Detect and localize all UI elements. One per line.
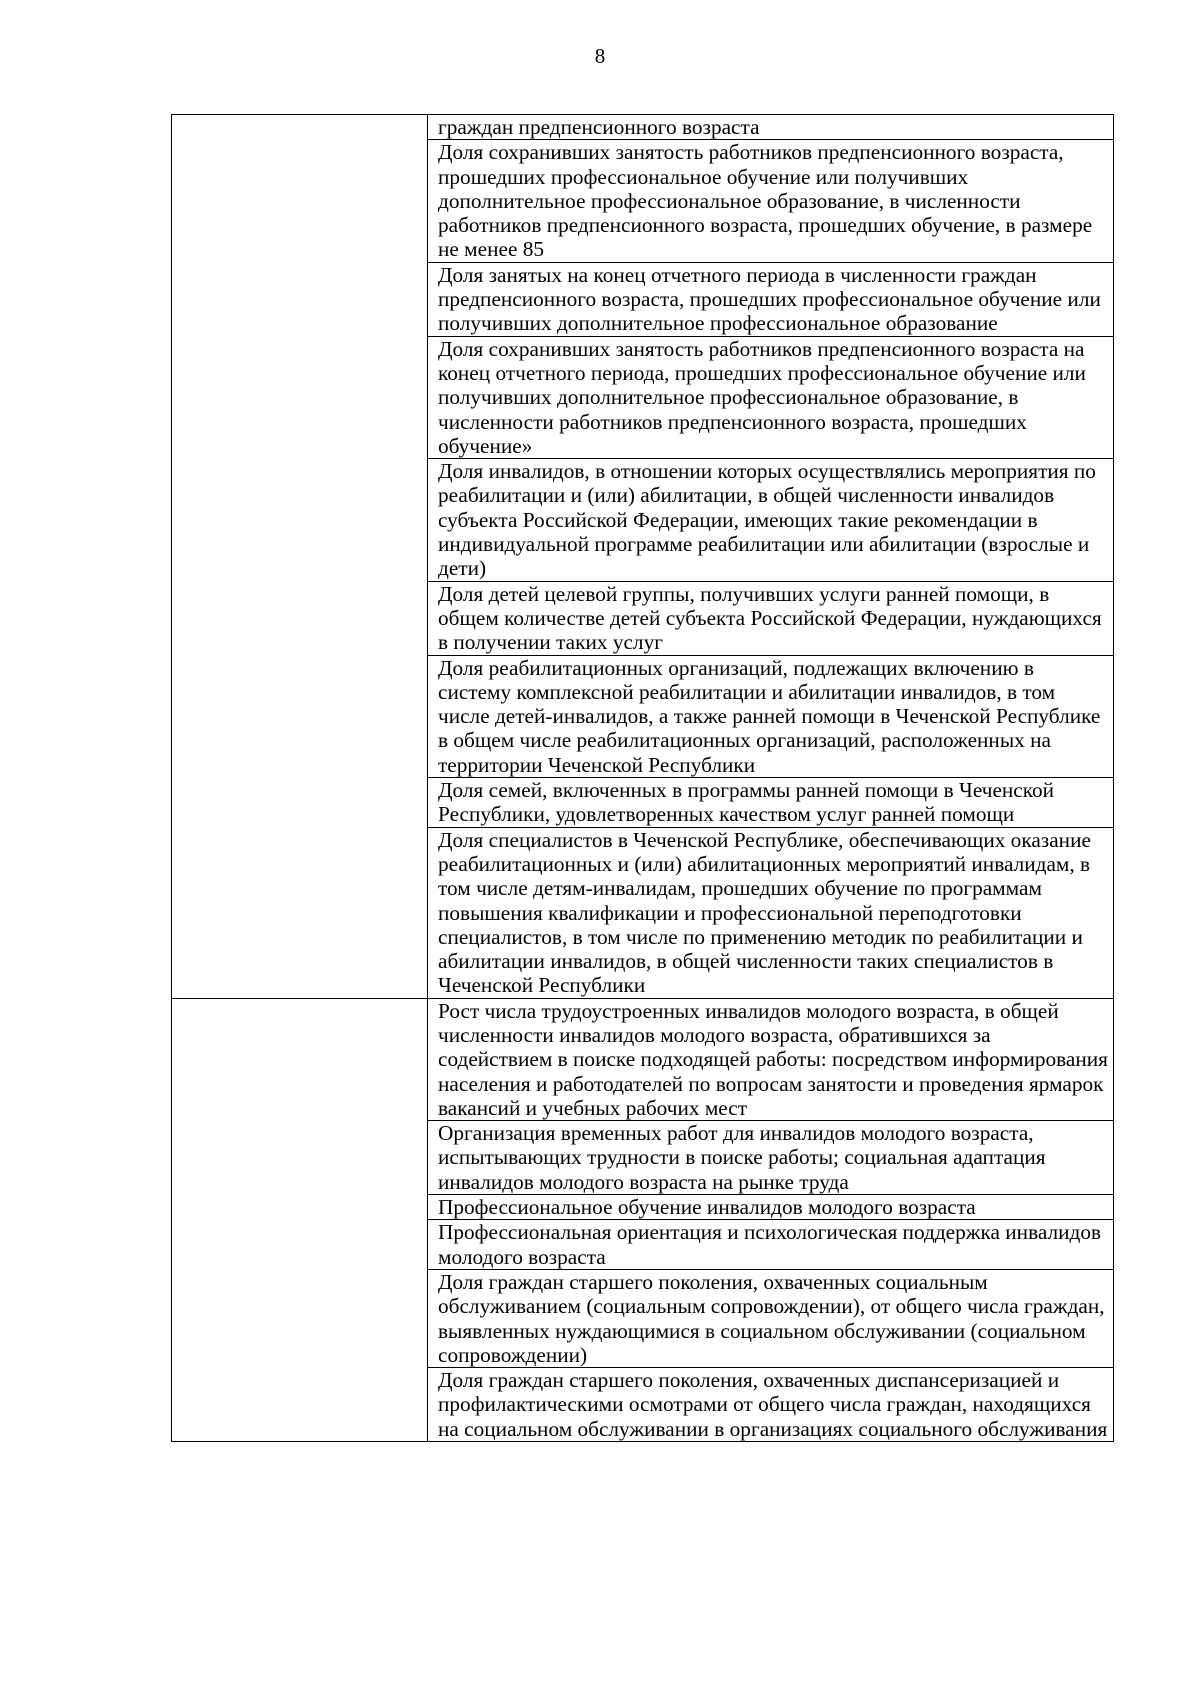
indicator-cell: Профессиональная ориентация и психологическая поддержка инвалидов молодого возраста bbox=[428, 1220, 1114, 1270]
indicator-cell: Профессиональное обучение инвалидов молодого возраста bbox=[428, 1195, 1114, 1220]
indicator-cell: Доля сохранивших занятость работников предпенсионного возраста на конец отчетного периода, прошедших профессиональное обучение или получивших дополнительное профессиональное образование, в численности работников предпенсионного возраста, прошедших обучение» bbox=[428, 336, 1114, 458]
indicator-cell: граждан предпенсионного возраста bbox=[428, 115, 1114, 140]
indicator-cell: Доля специалистов в Чеченской Республике, обеспечивающих оказание реабилитационных и (или) абилитационных мероприятий инвалидам, в том числе детям-инвалидам, прошедших обучение по программам повышения квалификации и профессиональной переподготовки специалистов, в том числе по применению методик по реабилитации и абилитации инвалидов, в общей численности таких специалистов в Чеченской Республики bbox=[428, 827, 1114, 998]
indicators-table bbox=[171, 114, 1114, 1442]
table-row bbox=[172, 998, 1114, 1120]
left-empty-cell bbox=[172, 115, 428, 999]
page-number: 8 bbox=[594, 44, 606, 68]
indicator-cell: Доля реабилитационных организаций, подлежащих включению в систему комплексной реабилитации и абилитации инвалидов, в том числе детей-инвалидов, а также ранней помощи в Чеченской Республике в общем числе реабилитационных организаций, расположенных на территории Чеченской Республики bbox=[428, 655, 1114, 777]
left-empty-cell bbox=[172, 998, 428, 1441]
indicator-cell: Доля граждан старшего поколения, охваченных социальным обслуживанием (социальным сопровождении), от общего числа граждан, выявленных нуждающимися в социальном обслуживании (социальном сопровождении) bbox=[428, 1269, 1114, 1367]
indicator-cell: Рост числа трудоустроенных инвалидов молодого возраста, в общей численности инвалидов молодого возраста, обратившихся за содействием в поиске подходящей работы: посредством информирования населения и работодателей по вопросам занятости и проведения ярмарок вакансий и учебных рабочих мест bbox=[428, 998, 1114, 1120]
indicator-cell: Доля инвалидов, в отношении которых осуществлялись мероприятия по реабилитации и (или) абилитации, в общей численности инвалидов субъекта Российской Федерации, имеющих такие рекомендации в индивидуальной программе реабилитации или абилитации (взрослые и дети) bbox=[428, 459, 1114, 581]
indicator-cell: Доля занятых на конец отчетного периода в численности граждан предпенсионного возраста, прошедших профессиональное обучение или получивших дополнительное профессиональное образование bbox=[428, 262, 1114, 336]
indicator-cell: Доля детей целевой группы, получивших услуги ранней помощи, в общем количестве детей субъекта Российской Федерации, нуждающихся в получении таких услуг bbox=[428, 581, 1114, 655]
table-row bbox=[172, 115, 1114, 140]
indicator-cell: Доля семей, включенных в программы ранней помощи в Чеченской Республики, удовлетворенных качеством услуг ранней помощи bbox=[428, 778, 1114, 828]
indicator-cell: Доля сохранивших занятость работников предпенсионного возраста, прошедших профессиональное обучение или получивших дополнительное профессиональное образование, в численности работников предпенсионного возраста, прошедших обучение, в размере не менее 85 bbox=[428, 140, 1114, 262]
indicator-cell: Доля граждан старшего поколения, охваченных диспансеризацией и профилактическими осмотрами от общего числа граждан, находящихся на социальном обслуживании в организациях социального обслуживания bbox=[428, 1368, 1114, 1442]
indicator-cell: Организация временных работ для инвалидов молодого возраста, испытывающих трудности в поиске работы; социальная адаптация инвалидов молодого возраста на рынке труда bbox=[428, 1121, 1114, 1195]
